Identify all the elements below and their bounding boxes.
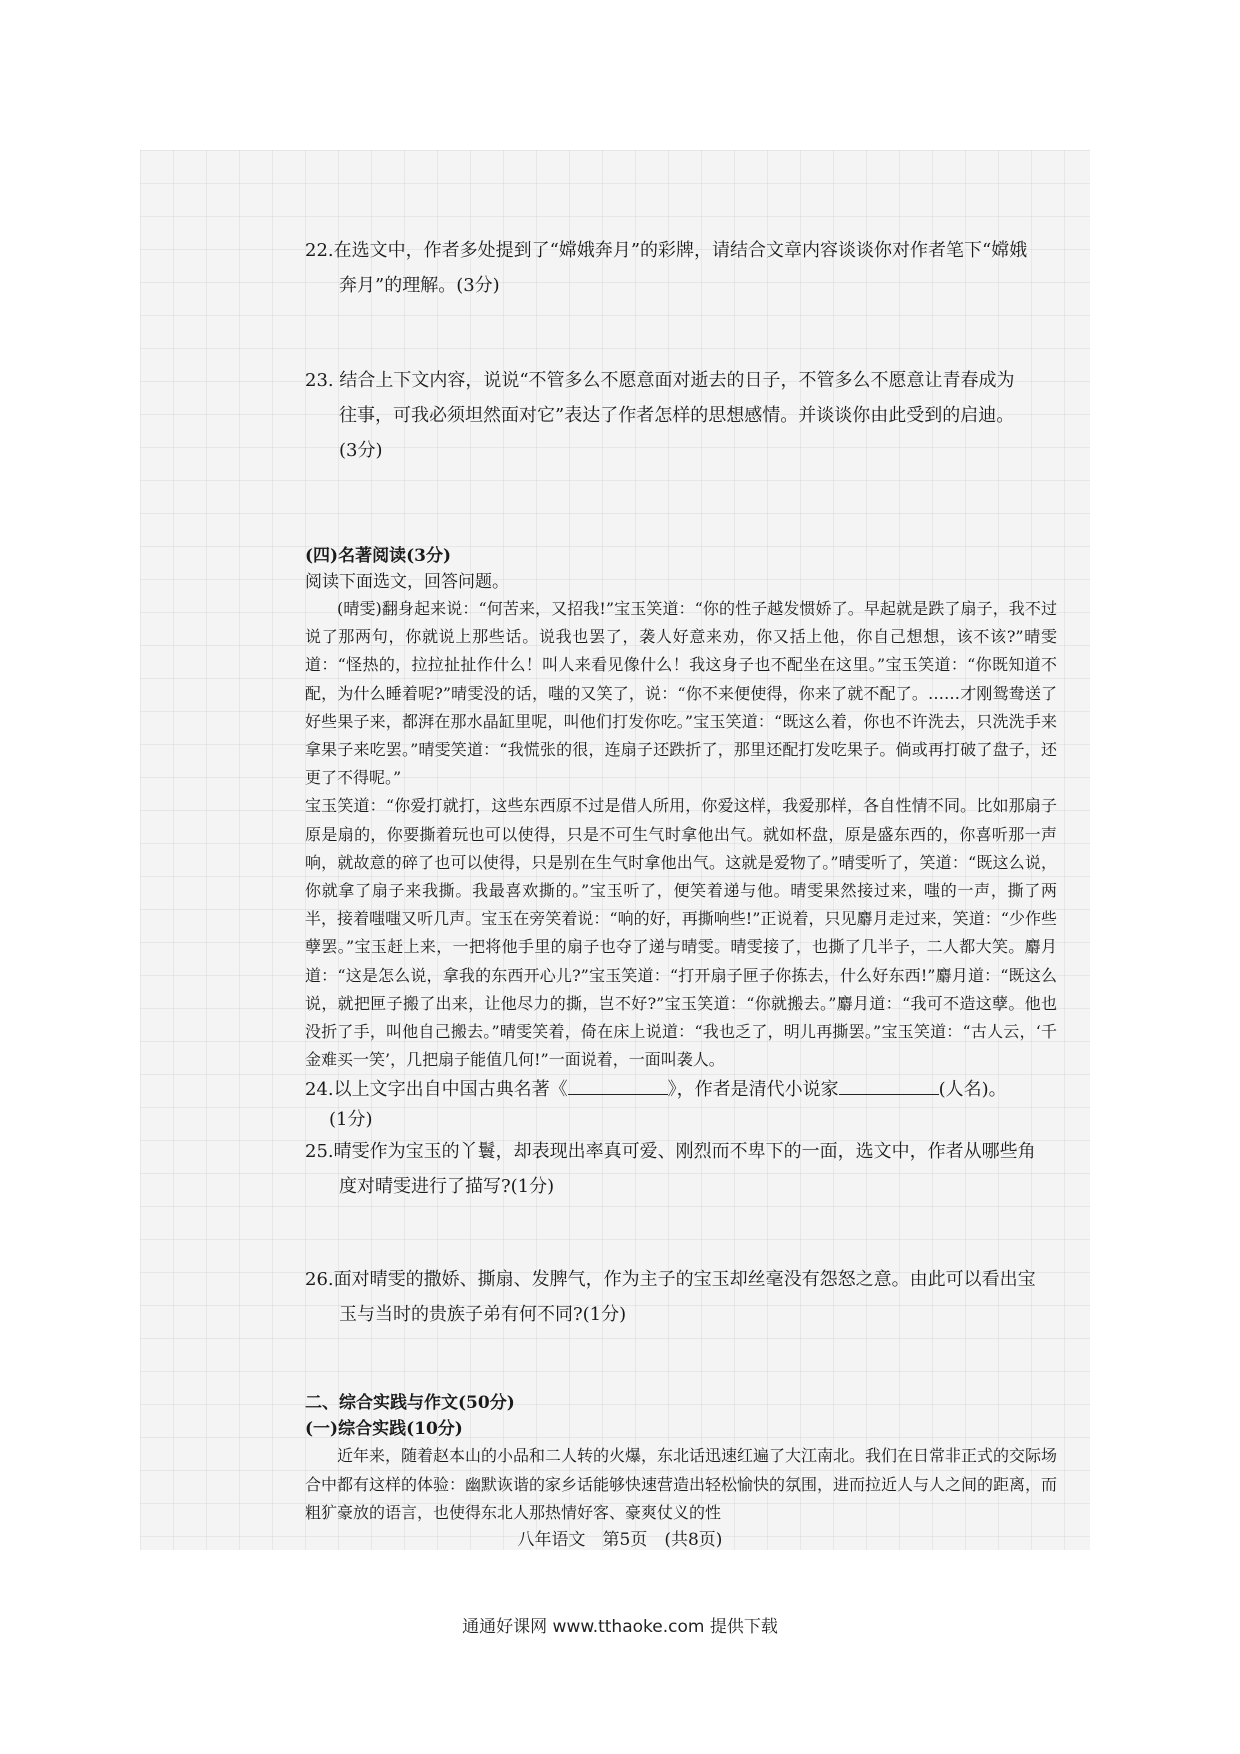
question-23 xyxy=(305,363,1057,468)
reading-passage xyxy=(305,595,1057,1074)
book-title-blank[interactable] xyxy=(568,1076,668,1095)
part-2-subtitle: (一)综合实践(10分) xyxy=(305,1419,463,1440)
part-2-title: 二、综合实践与作文(50分) xyxy=(305,1393,515,1414)
question-25-line2: 度对晴雯进行了描写?(1分) xyxy=(339,1176,555,1198)
section-4-title: (四)名著阅读(3分) xyxy=(305,546,452,566)
question-22-line1: 22.在选文中，作者多处提到了“嫦娥奔月”的彩牌，请结合文章内容谈谈你对作者笔下“嫦娥 xyxy=(305,240,1028,261)
question-22-line2: 奔月”的理解。(3分) xyxy=(339,275,500,296)
question-26-line1: 26.面对晴雯的撒娇、撕扇、发脾气，作为主子的宝玉却丝毫没有怨怒之意。由此可以看出宝 xyxy=(305,1269,1036,1291)
question-24 xyxy=(305,1074,1057,1134)
question-24-part1: 24.以上文字出自中国古典名著《 xyxy=(305,1079,568,1101)
question-24-line2: (1分) xyxy=(329,1109,373,1131)
question-23-line2: 往事，可我必须坦然面对它”表达了作者怎样的思想感情。并谈谈你由此受到的启迪。 xyxy=(339,405,1015,426)
question-26-line2: 玉与当时的贵族子弟有何不同?(1分) xyxy=(339,1304,627,1326)
question-25-line1: 25.晴雯作为宝玉的丫鬟，却表现出率真可爱、刚烈而不卑下的一面，选文中，作者从哪些角 xyxy=(305,1141,1036,1163)
passage-paragraph-1: (晴雯)翻身起来说：“何苦来，又招我!”宝玉笑道：“你的性子越发惯娇了。早起就是跌了扇子，我不过说了那两句，你就说上那些话。说我也罢了，袭人好意来劝，你又括上他，你自己想想，该不该?”晴雯道：“怪热的，拉拉扯扯作什么！叫人来看见像什么！我这身子也不配坐在这里。”宝玉笑道：“你既知道不配，为什么睡着呢?”晴雯没的话，嗤的又笑了，说：“你不来便使得，你来了就不配了。……才刚鸳鸯送了好些果子来，都湃在那水晶缸里呢，叫他们打发你吃。”宝玉笑道：“既这么着，你也不许洗去，只洗洗手来拿果子来吃罢。”晴雯笑道：“我慌张的很，连扇子还跌折了，那里还配打发吃果子。倘或再打破了盘子，还更了不得呢。” xyxy=(305,599,1057,788)
page-content xyxy=(305,233,1057,1527)
question-22 xyxy=(305,233,1057,303)
download-watermark: 通通好课网 www.tthaoke.com 提供下载 xyxy=(462,1617,778,1637)
question-26 xyxy=(305,1262,1057,1332)
passage-paragraph-2: 宝玉笑道：“你爱打就打，这些东西原不过是借人所用，你爱这样，我爱那样，各自性情不同。比如那扇子原是扇的，你要撕着玩也可以使得，只是不可生气时拿他出气。就如杯盘，原是盛东西的，你喜听那一声响，就故意的碎了也可以使得，只是别在生气时拿他出气。这就是爱物了。”晴雯听了，笑道：“既这么说，你就拿了扇子来我撕。我最喜欢撕的。”宝玉听了，便笑着递与他。晴雯果然接过来，嗤的一声，撕了两半，接着嗤嗤又听几声。宝玉在旁笑着说：“响的好，再撕响些!”正说着，只见麝月走过来，笑道：“少作些孽罢。”宝玉赶上来，一把将他手里的扇子也夺了递与晴雯。晴雯接了，也撕了几半子，二人都大笑。麝月道：“这是怎么说，拿我的东西开心儿?”宝玉笑道：“打开扇子匣子你拣去，什么好东西!”麝月道：“既这么说，就把匣子搬了出来，让他尽力的撕，岂不好?”宝玉笑道：“你就搬去。”麝月道：“我可不造这孽。他也没折了手，叫他自己搬去。”晴雯笑着，倚在床上说道：“我也乏了，明儿再撕罢。”宝玉笑道：“古人云，‘千金难买一笑’，几把扇子能值几何!”一面说着，一面叫袭人。 xyxy=(305,796,1057,1070)
question-25 xyxy=(305,1134,1057,1204)
page-footer: 八年语文 第5页 (共8页) xyxy=(517,1530,723,1550)
practice-paragraph: 近年来，随着赵本山的小品和二人转的火爆，东北话迅速红遍了大江南北。我们在日常非正式的交际场合中都有这样的体验：幽默诙谐的家乡话能够快速营造出轻松愉快的氛围，进而拉近人与人之间的距离，而粗犷豪放的语言，也使得东北人那热情好客、豪爽仗义的性 xyxy=(305,1446,1058,1522)
question-23-line3: (3分) xyxy=(339,440,383,461)
practice-passage xyxy=(305,1442,1057,1527)
question-24-part2: 》，作者是清代小说家 xyxy=(667,1079,839,1101)
section-4-instruction: 阅读下面选文，回答问题。 xyxy=(305,572,509,592)
question-24-part3: (人名)。 xyxy=(938,1079,1007,1101)
question-23-line1: 23. 结合上下文内容，说说“不管多么不愿意面对逝去的日子，不管多么不愿意让青春成为 xyxy=(305,370,1015,391)
author-name-blank[interactable] xyxy=(839,1076,939,1095)
